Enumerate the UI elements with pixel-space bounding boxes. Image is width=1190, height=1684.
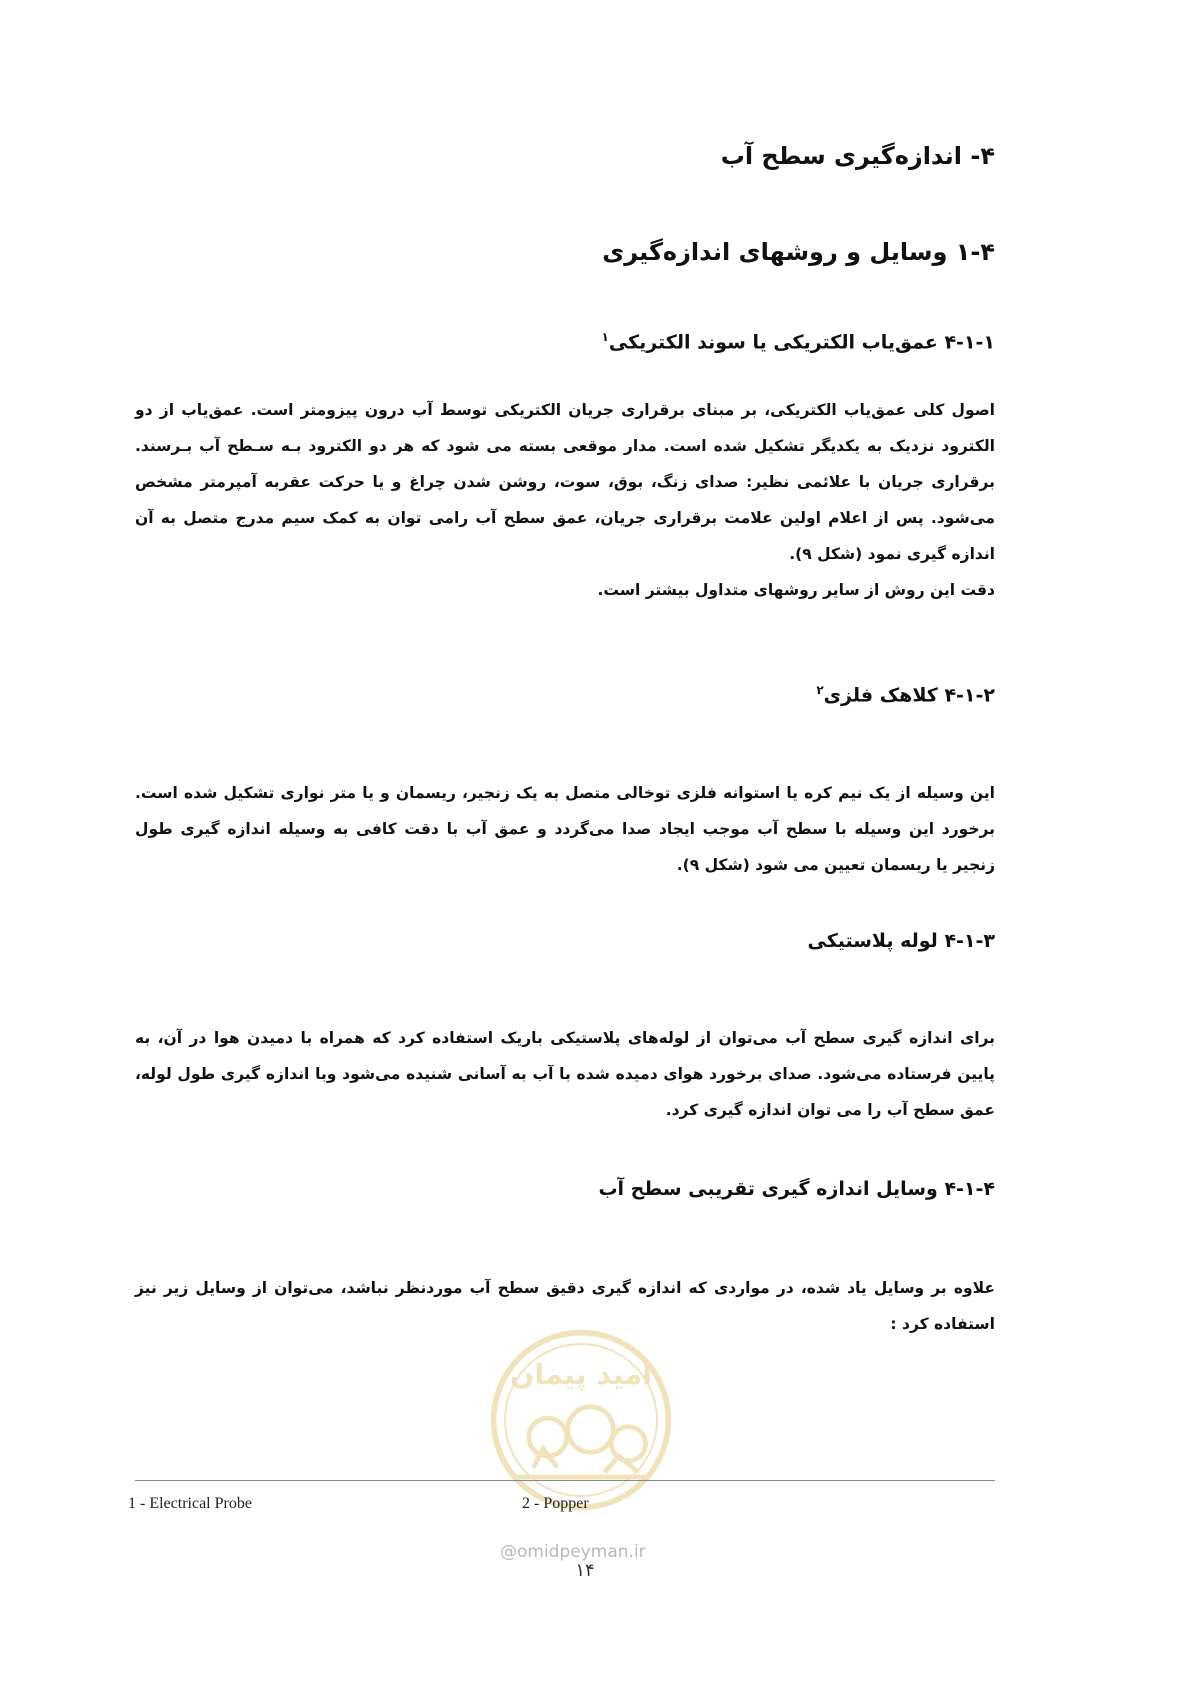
paragraph-text: علاوه بر وسایل یاد شده، در مواردی که اندازه گیری دقیق سطح آب موردنظر نباشد، می‌توان از وسایل زیر نیز استفاده کرد :	[135, 1279, 995, 1333]
paragraph-plastic-tube	[135, 1020, 995, 1128]
paragraph-electrical-probe	[135, 392, 995, 608]
paragraph-text: این وسیله از یک نیم کره یا استوانه فلزی توخالی متصل به یک زنجیر، ریسمان و یا متر نواری تشکیل شده است. برخورد این وسیله با سطح آب موجب ایجاد صدا می‌گردد و عمق آب با دقت کافی به وسیله اندازه گیری طول زنجیر یا ریسمان تعیین می شود (شکل ۹).	[135, 784, 995, 874]
heading-text: ۴-۱-۴ وسایل اندازه گیری تقریبی سطح آب	[598, 1178, 995, 1200]
paragraph-popper	[135, 775, 995, 883]
section-heading-4-1: ۱-۴ وسایل و روشهای اندازه‌گیری	[602, 238, 995, 266]
footnote-ref: ۱	[601, 330, 609, 344]
heading-text: ۴-۱-۲ کلاهک فلزی	[823, 684, 995, 707]
watermark-logo-icon	[486, 1325, 676, 1515]
footnote-separator	[135, 1480, 995, 1481]
footnote-ref: ۲	[816, 683, 824, 697]
page-number: ۱۴	[575, 1560, 595, 1581]
section-heading-4-1-2	[812, 683, 995, 706]
section-heading-4-1-1	[598, 330, 996, 353]
section-heading-4-1-3	[807, 930, 995, 952]
footnote-2: 2 - Popper	[522, 1495, 589, 1512]
svg-text:امید پیمان: امید پیمان	[510, 1357, 652, 1391]
paragraph-text: اصول کلی عمق‌یاب الکتریکی، بر مبنای برقراری جریان الکتریکی توسط آب درون پیزومتر است. عمق‌یاب از دو الکترود نزدیک به یکدیگر تشکیل شده است. مدار موقعی بسته می شود که هر دو الکترود بـه سـطح آب بـرسند. برقراری جریان با علائمی نظیر: صدای زنگ، بوق، سوت، روشن شدن چراغ و یا حرکت عقربه آمپرمتر مشخص می‌شود. پس از اعلام اولین علامت برقراری جریان، عمق سطح آب رامی توان به کمک سیم مدرج متصل به آن اندازه گیری نمود (شکل ۹).	[135, 401, 995, 563]
heading-text: ۴-۱-۳ لوله پلاستیکی	[807, 930, 995, 952]
section-heading-4-1-4	[598, 1178, 995, 1200]
paragraph-approximate-devices	[135, 1270, 995, 1342]
paragraph-text: دقت این روش از سایر روشهای متداول بیشتر است.	[597, 581, 995, 599]
section-heading-4: ۴- اندازه‌گیری سطح آب	[720, 142, 995, 170]
footnote-1: 1 - Electrical Probe	[128, 1495, 252, 1512]
paragraph-text: برای اندازه گیری سطح آب می‌توان از لوله‌های پلاستیکی باریک استفاده کرد که همراه با دمیدن هوا در آن، به پایین فرستاده می‌شود. صدای برخورد هوای دمیده شده با آب به آسانی شنیده می‌شود وبا اندازه گیری طول لوله، عمق سطح آب را می توان اندازه گیری کرد.	[135, 1029, 995, 1119]
watermark-url: @omidpeyman.ir	[500, 1542, 646, 1562]
heading-text: ۴-۱-۱ عمق‌یاب الکتریکی یا سوند الکتریکی	[608, 331, 995, 354]
